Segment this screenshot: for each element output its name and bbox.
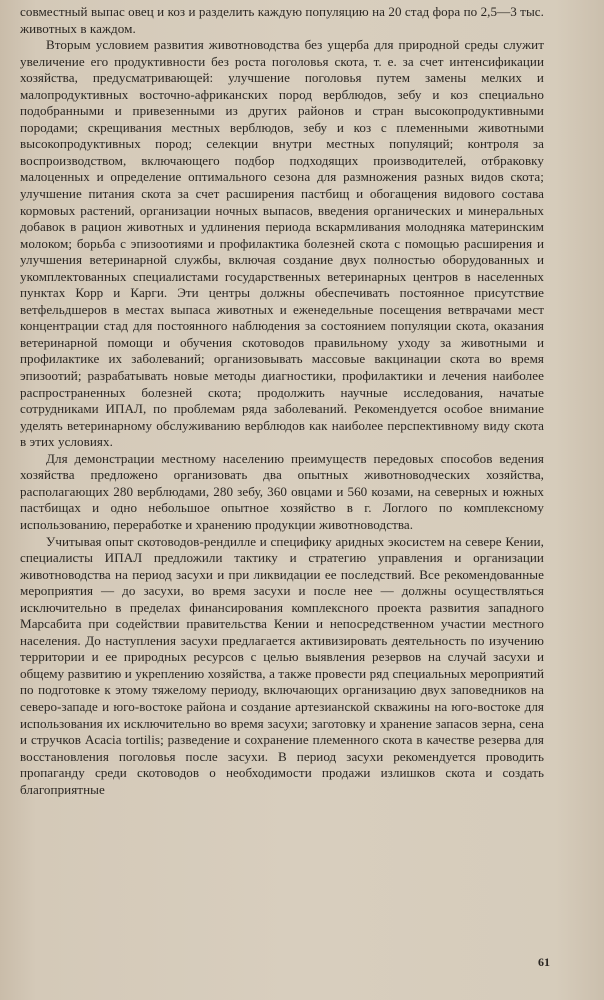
paragraph-4: Учитывая опыт скотоводов-рендилле и специфику аридных экосистем на севере Кении, специалисты ИПАЛ предложили тактику и стратегию управления и организации животноводства на период засухи и при ликвидации ее последствий. Все рекомендованные мероприятия — до засухи, во время засухи и после нее — должны осуществляться исключительно в пределах финансирования комплексного проекта развития западного Марсабита при содействии правительства Кении и непосредственном участии местного населения. До наступления засухи предлагается активизировать деятельность по изучению территории и ее природных ресурсов с целью выявления резервов на случай засухи и общему развитию и укреплению хозяйства, а также провести ряд специальных мероприятий по подготовке к этому тяжелому периоду, включающих организацию двух заповедников на северо-западе и юго-востоке района и создание артезианской скважины на юго-востоке для использования их исключительно во время засухи; заготовку и хранение запасов зерна, сена и стручков Acacia tortilis; разведение и сохранение племенного скота в качестве резерва для восстановления поголовья после засухи. В период засухи рекомендуется проводить пропаганду среди скотоводов о необходимости продажи излишков скота и создать благоприятные	[20, 533, 544, 797]
paragraph-1: совместный выпас овец и коз и разделить каждую популяцию на 20 стад фора по 2,5—3 тыс. животных в каждом.	[20, 4, 544, 36]
paragraph-3: Для демонстрации местному населению преимуществ передовых способов ведения хозяйства предложено организовать два опытных животноводческих хозяйства, располагающих 280 верблюдами, 280 зебу, 360 овцами и 560 козами, на северных и южных пастбищах и одно небольшое опытное хозяйство в г. Логлого по комплексному использованию, переработке и хранению продукции животноводства.	[20, 450, 544, 532]
page-number: 61	[538, 955, 550, 969]
paragraph-2: Вторым условием развития животноводства без ущерба для природной среды служит увеличение его продуктивности без роста поголовья скота, т. е. за счет интенсификации хозяйства, предусматривающей: улучшение поголовья путем замены мелких и малопродуктивных восточно-африканских пород верблюдов, зебу и коз специально подобранными и привезенными из других районов и стран высокопродуктивными породами; скрещивания местных верблюдов, зебу и коз с племенными животными высокопродуктивных пород; селекции внутри местных популяций; контроля за воспроизводством, включающего подбор подходящих производителей, отбраковку малоценных и определение оптимального сезона для размножения разных видов скота; улучшение питания скота за счет расширения пастбищ и обогащения видового состава кормовых растений, организации ночных выпасов, введения органических и минеральных добавок в рацион животных и удлинения периода вскармливания молодняка материнским молоком; борьба с эпизоотиями и профилактика болезней скота с помощью расширения и улучшения ветеринарной службы, включая создание двух полностью оборудованных и укомплектованных специалистами государственных ветеринарных центров в населенных пунктах Корр и Карги. Эти центры должны обеспечивать постоянное присутствие ветфельдшеров в местах выпаса животных и еженедельные посещения ветврачами мест концентрации стад для постоянного наблюдения за состоянием популяции скота, оказания ветеринарной помощи и обучения скотоводов правильному уходу за животными и профилактике их заболеваний; организовывать массовые вакцинации скота во время эпизоотий; разрабатывать новые методы диагностики, профилактики и лечения наиболее распространенных болезней скота; продолжить научные исследования, начатые сотрудниками ИПАЛ, по проблемам ряда заболеваний. Рекомендуется особое внимание уделять ветеринарному обслуживанию верблюдов как наиболее перспективному виду скота в этих условиях.	[20, 37, 544, 450]
body-text	[20, 4, 544, 798]
